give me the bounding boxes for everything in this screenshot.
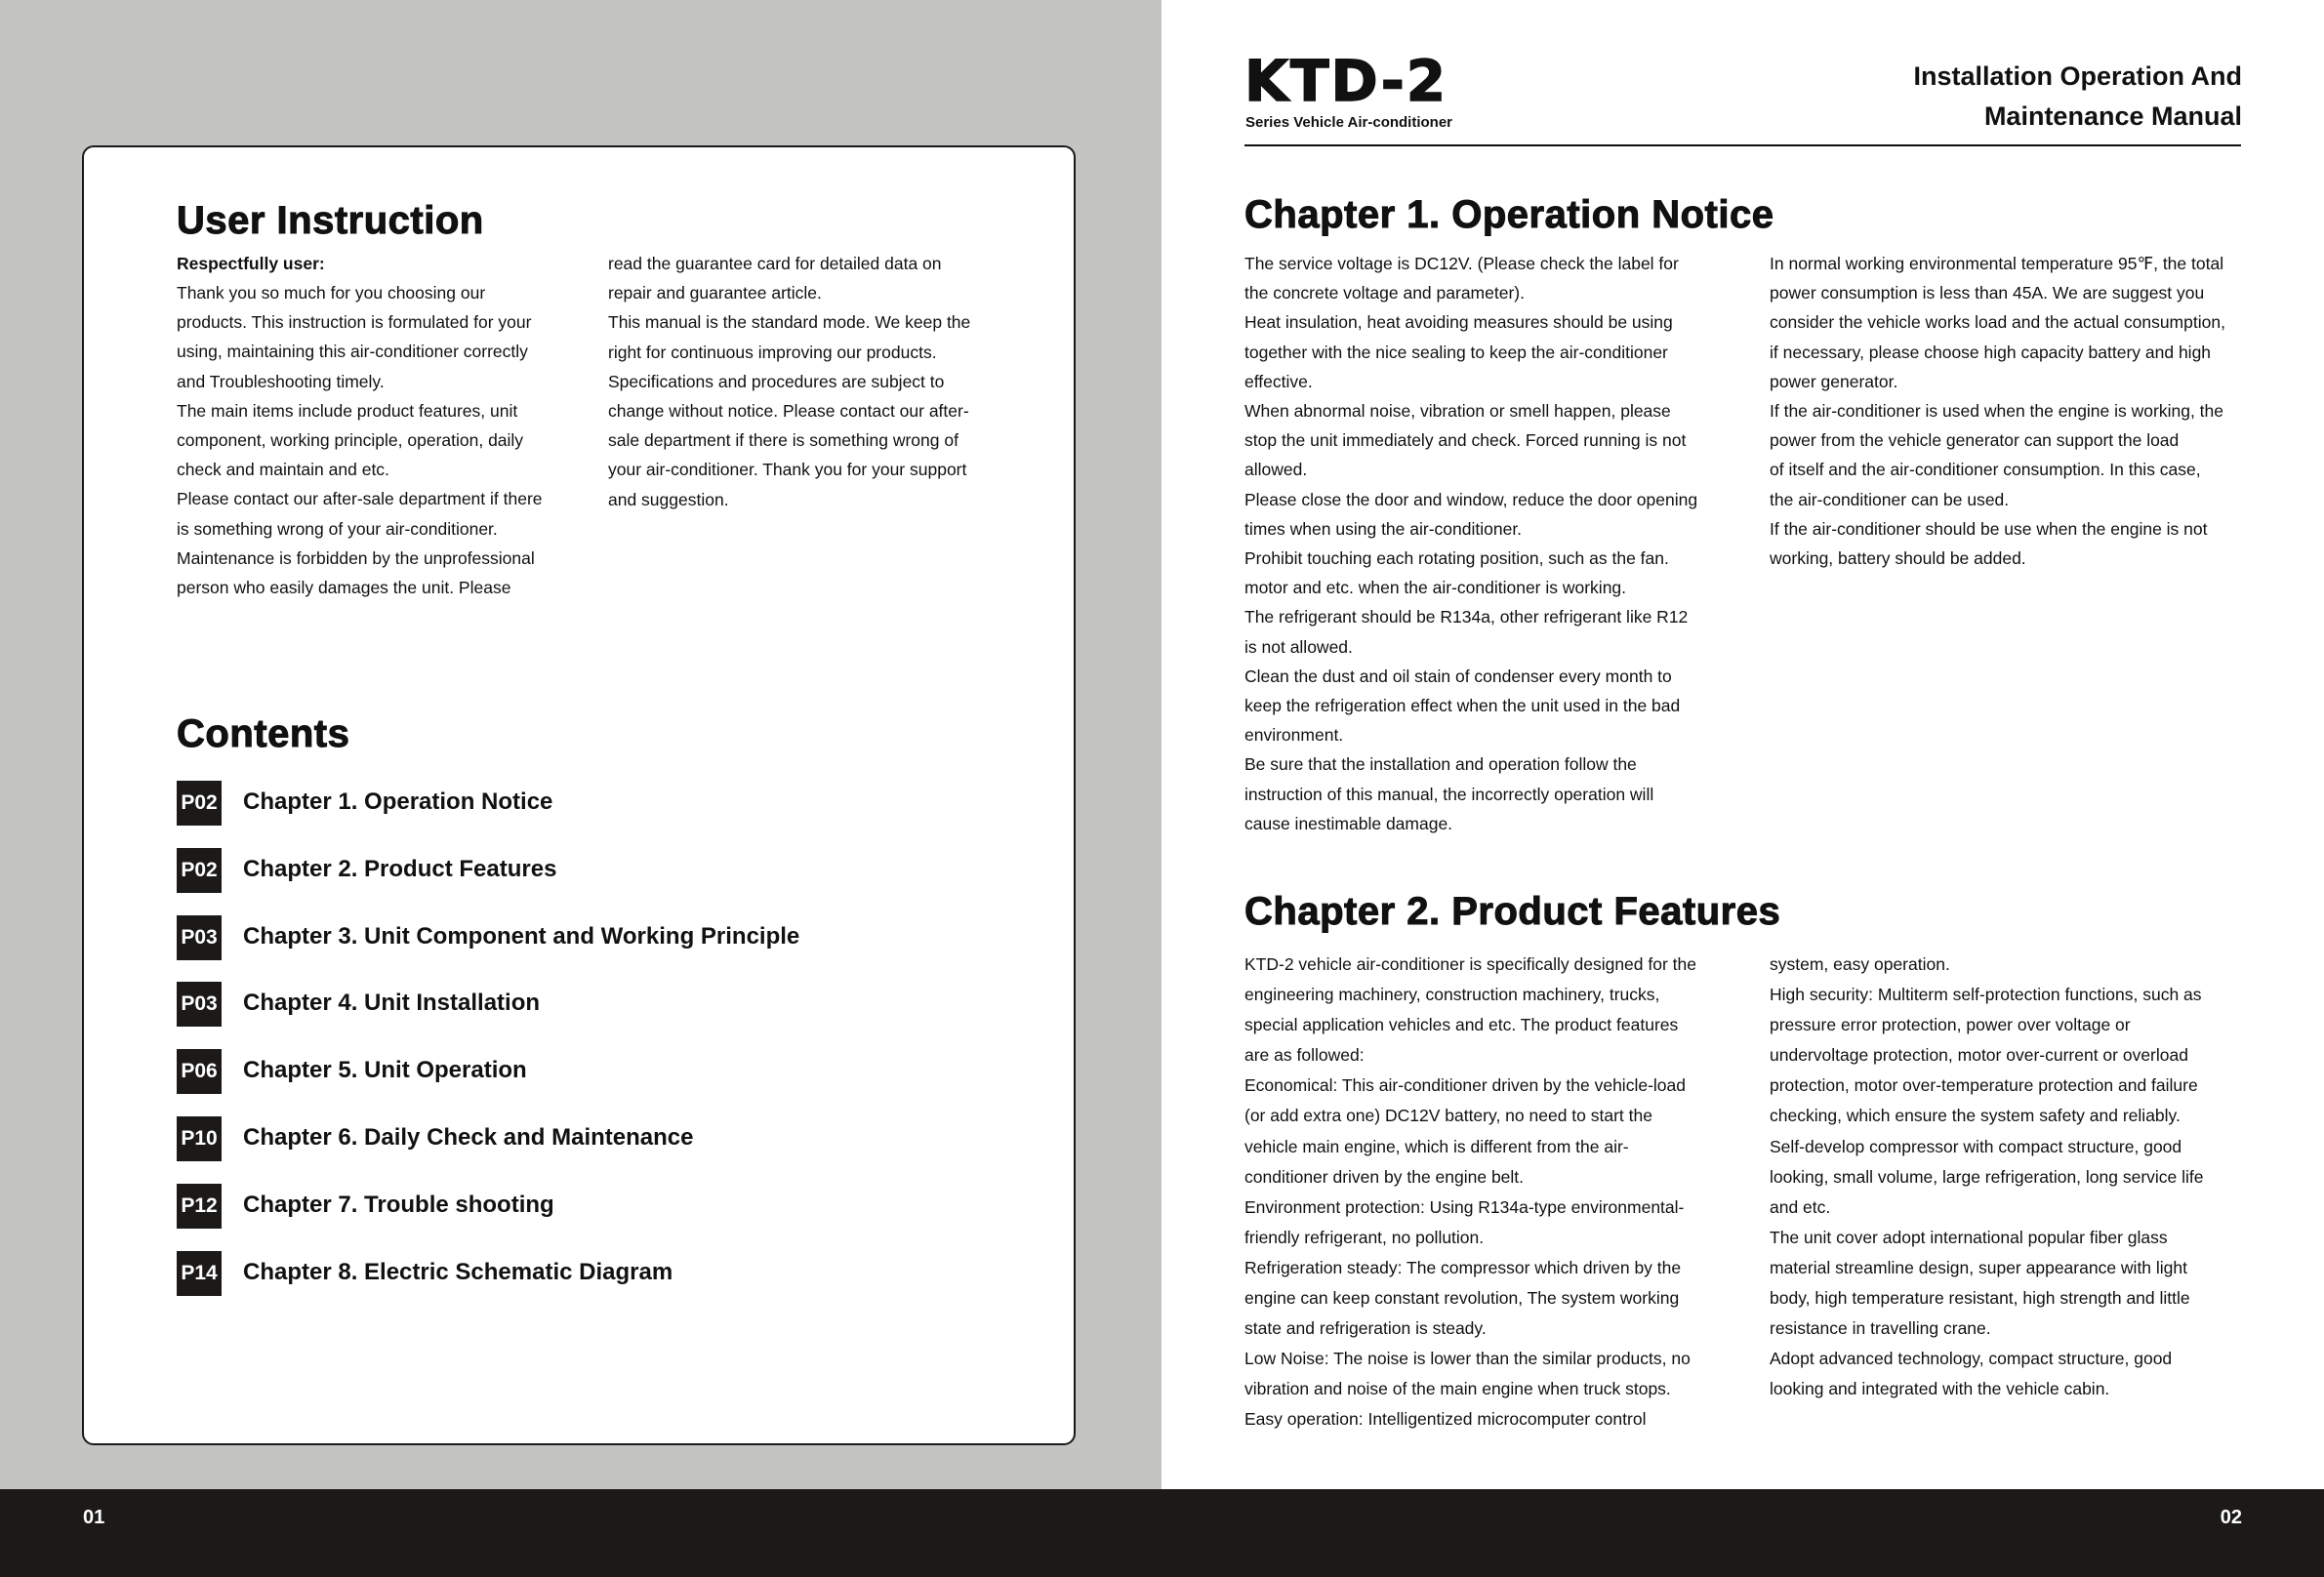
toc-page-badge: P06 (177, 1049, 222, 1094)
toc-chapter-label: Chapter 1. Operation Notice (243, 788, 553, 815)
toc-chapter-label: Chapter 5. Unit Operation (243, 1057, 527, 1084)
brand-subtitle: Series Vehicle Air-conditioner (1245, 114, 1453, 131)
toc-page-badge: P14 (177, 1251, 222, 1296)
chapter2-col2: system, easy operation. High security: Multiterm self-protection functions, such as pressure error protection, power over voltage or undervoltage protection, motor over-current or overload protection, motor over-temperature protection and failure checking, which ensure the system safety and reliably. Self-develop compressor with compact structure, good looking, small volume, large refrigeration, long service life and etc. The unit cover adopt international popular fiber glass material streamline design, super appearance with light body, high temperature resistant, high strength and little resistance in travelling crane. Adopt advanced technology, compact structure, good looking and integrated with the vehicle cabin. (1770, 954, 2204, 1399)
manual-title-line1: Installation Operation And (1913, 61, 2242, 91)
toc-page-badge: P02 (177, 781, 222, 826)
toc-chapter-label: Chapter 8. Electric Schematic Diagram (243, 1258, 673, 1285)
toc-page-badge: P12 (177, 1184, 222, 1229)
footer-bar (0, 1489, 2324, 1577)
manual-title (1695, 57, 2242, 137)
toc-chapter-label: Chapter 7. Trouble shooting (243, 1191, 554, 1218)
user-instruction-col2: read the guarantee card for detailed data on repair and guarantee article. This manual is the standard mode. We keep the right for continuous improving our products. Specifications and procedures are subject to change without notice. Please contact our after- sale department if there is something wrong of your air-conditioner. Thank you for your support and suggestion. (608, 254, 971, 509)
chapter2-title: Chapter 2. Product Features (1244, 890, 1781, 933)
chapter1-col1: The service voltage is DC12V. (Please check the label for the concrete voltage and parameter). Heat insulation, heat avoiding measures should be using together with the nice sealing to keep the air-conditioner effective. When abnormal noise, vibration or smell happen, please stop the unit immediately and check. Forced running is not allowed. Please close the door and window, reduce the door opening times when using the air-conditioner. Prohibit touching each rotating position, such as the fan. motor and etc. when the air-conditioner is working. The refrigerant should be R134a, other refrigerant like R12 is not allowed. Clean the dust and oil stain of condenser every month to keep the refrigeration effect when the unit used in the bad environment. Be sure that the installation and operation follow the instruction of this manual, the incorrectly operation will cause inestimable damage. (1244, 254, 1698, 833)
chapter2-col1: KTD-2 vehicle air-conditioner is specifically designed for the engineering machinery, construction machinery, trucks, special application vehicles and etc. The product features are as followed: Economical: This air-conditioner driven by the vehicle-load (or add extra one) DC12V battery, no need to start the vehicle main engine, which is different from the air- conditioner driven by the engine belt. Environment protection: Using R134a-type environmental- friendly refrigerant, no pollution. Refrigeration steady: The compressor which driven by the engine can keep constant revolution, The system working state and refrigeration is steady. Low Noise: The noise is lower than the similar products, no vibration and noise of the main engine when truck stops. Easy operation: Intelligentized microcomputer control (1244, 954, 1696, 1430)
toc-page-badge: P03 (177, 982, 222, 1027)
brand-logo: KTD-2 (1244, 48, 1448, 114)
toc-chapter-label: Chapter 6. Daily Check and Maintenance (243, 1124, 694, 1151)
greeting: Respectfully user: (177, 254, 325, 273)
toc-chapter-label: Chapter 2. Product Features (243, 855, 557, 882)
user-instruction-col1: Thank you so much for you choosing our products. This instruction is formulated for your using, maintaining this air-conditioner correctly and Troubleshooting timely. The main items include product features, unit component, working principle, operation, daily check and maintain and etc. Please contact our after-sale department if there is something wrong of your air-conditioner. Maintenance is forbidden by the unprofessional person who easily damages the unit. Please (177, 283, 543, 598)
toc-chapter-label: Chapter 4. Unit Installation (243, 990, 541, 1017)
chapter1-title: Chapter 1. Operation Notice (1244, 193, 1774, 236)
toc-page-badge: P10 (177, 1116, 222, 1161)
toc-chapter-label: Chapter 3. Unit Component and Working Principle (243, 922, 800, 950)
contents-title: Contents (177, 712, 350, 755)
user-instruction-title: User Instruction (177, 199, 484, 242)
page-number-left: 01 (83, 1507, 105, 1528)
chapter1-col2: In normal working environmental temperature 95℉, the total power consumption is less than 45A. We are suggest you consider the vehicle works load and the actual consumption, if necessary, please choose high capacity battery and high power generator. If the air-conditioner is used when the engine is working, the power from the vehicle generator can support the load of itself and the air-conditioner consumption. In this case, the air-conditioner can be used. If the air-conditioner should be use when the engine is not working, battery should be added. (1770, 254, 2225, 569)
toc-page-badge: P03 (177, 915, 222, 960)
manual-title-line2: Maintenance Manual (1983, 101, 2242, 131)
page-number-right: 02 (2220, 1507, 2242, 1528)
header-divider (1244, 144, 2241, 146)
toc-page-badge: P02 (177, 848, 222, 893)
